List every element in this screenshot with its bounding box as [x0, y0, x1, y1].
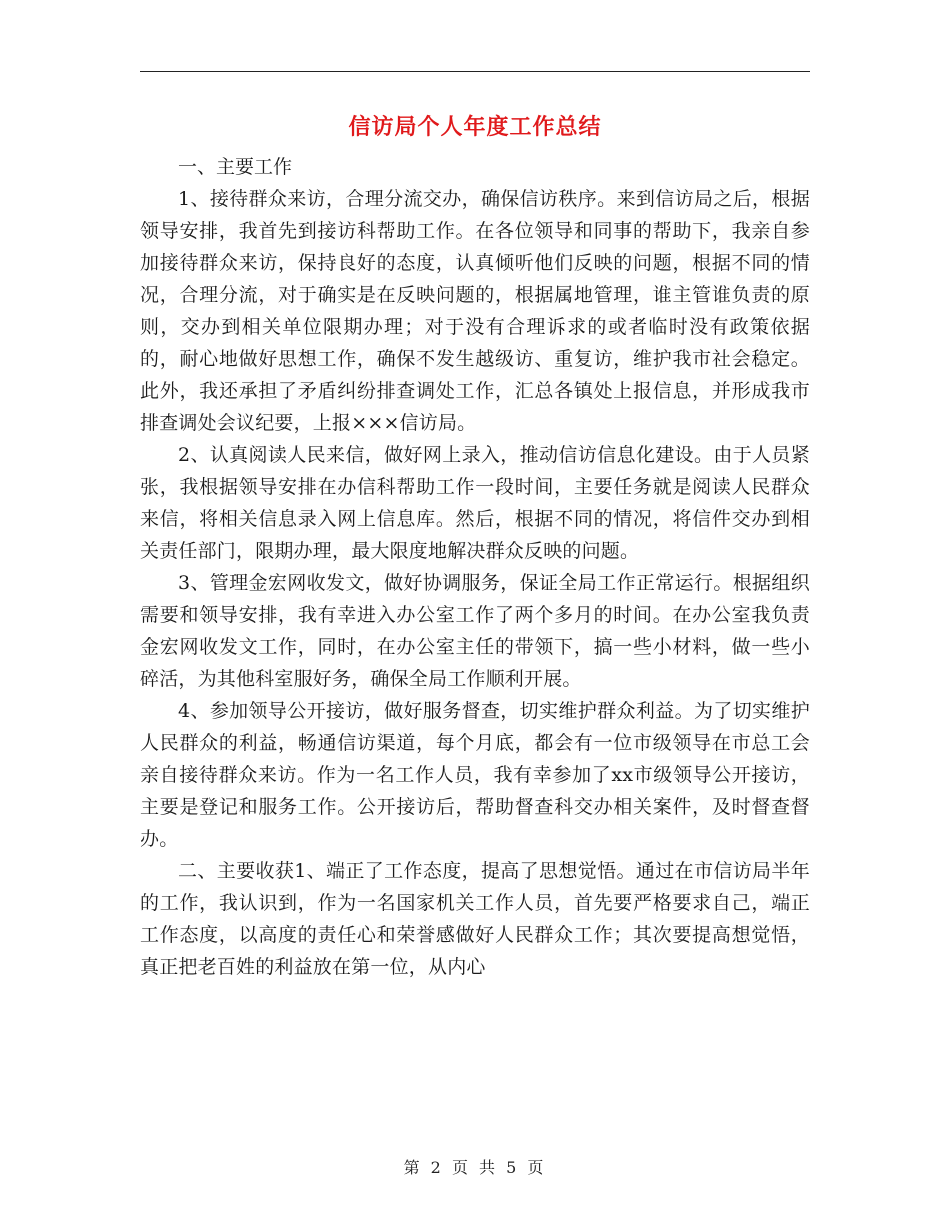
paragraph-reception: 1、接待群众来访，合理分流交办，确保信访秩序。来到信访局之后，根据领导安排，我首先到接访科帮助工作。在各位领导和同事的帮助下，我亲自参加接待群众来访，保持良好的态度，认真倾听他们反映的问题，根据不同的情况，合理分流，对于确实是在反映问题的，根据属地管理，谁主管谁负责的原则，交办到相关单位限期办理；对于没有合理诉求的或者临时没有政策依据的，耐心地做好思想工作，确保不发生越级访、重复访，维护我市社会稳定。此外，我还承担了矛盾纠纷排查调处工作，汇总各镇处上报信息，并形成我市排查调处会议纪要，上报×××信访局。: [140, 188, 810, 434]
header-rule: [140, 71, 810, 72]
paragraph-letters: 2、认真阅读人民来信，做好网上录入，推动信访信息化建设。由于人员紧张，我根据领导安排在办信科帮助工作一段时间，主要任务就是阅读人民群众来信，将相关信息录入网上信息库。然后，根据不同的情况，将信件交办到相关责任部门，限期办理，最大限度地解决群众反映的问题。: [140, 444, 810, 562]
paragraph-gains: 二、主要收获1、端正了工作态度，提高了思想觉悟。通过在市信访局半年的工作，我认识到，作为一名国家机关工作人员，首先要严格要求自己，端正工作态度，以高度的责任心和荣誉感做好人民群众工作；其次要提高想觉悟，真正把老百姓的利益放在第一位，从内心: [140, 860, 810, 978]
page-number: 第 2 页 共 5 页: [403, 1158, 547, 1177]
paragraph-public-reception: 4、参加领导公开接访，做好服务督查，切实维护群众利益。为了切实维护人民群众的利益，畅通信访渠道，每个月底，都会有一位市级领导在市总工会亲自接待群众来访。作为一名工作人员，我有幸参加了xx市级领导公开接访，主要是登记和服务工作。公开接访后，帮助督查科交办相关案件，及时督查督办。: [140, 700, 810, 850]
document-body: [140, 151, 810, 983]
document-title: 信访局个人年度工作总结: [348, 114, 602, 140]
section-heading-main-work: 一、主要工作: [178, 156, 293, 178]
paragraph-office: 3、管理金宏网收发文，做好协调服务，保证全局工作正常运行。根据组织需要和领导安排，我有幸进入办公室工作了两个多月的时间。在办公室我负责金宏网收发文工作，同时，在办公室主任的带领下，搞一些小材料，做一些小碎活，为其他科室服好务，确保全局工作顺利开展。: [140, 572, 810, 690]
